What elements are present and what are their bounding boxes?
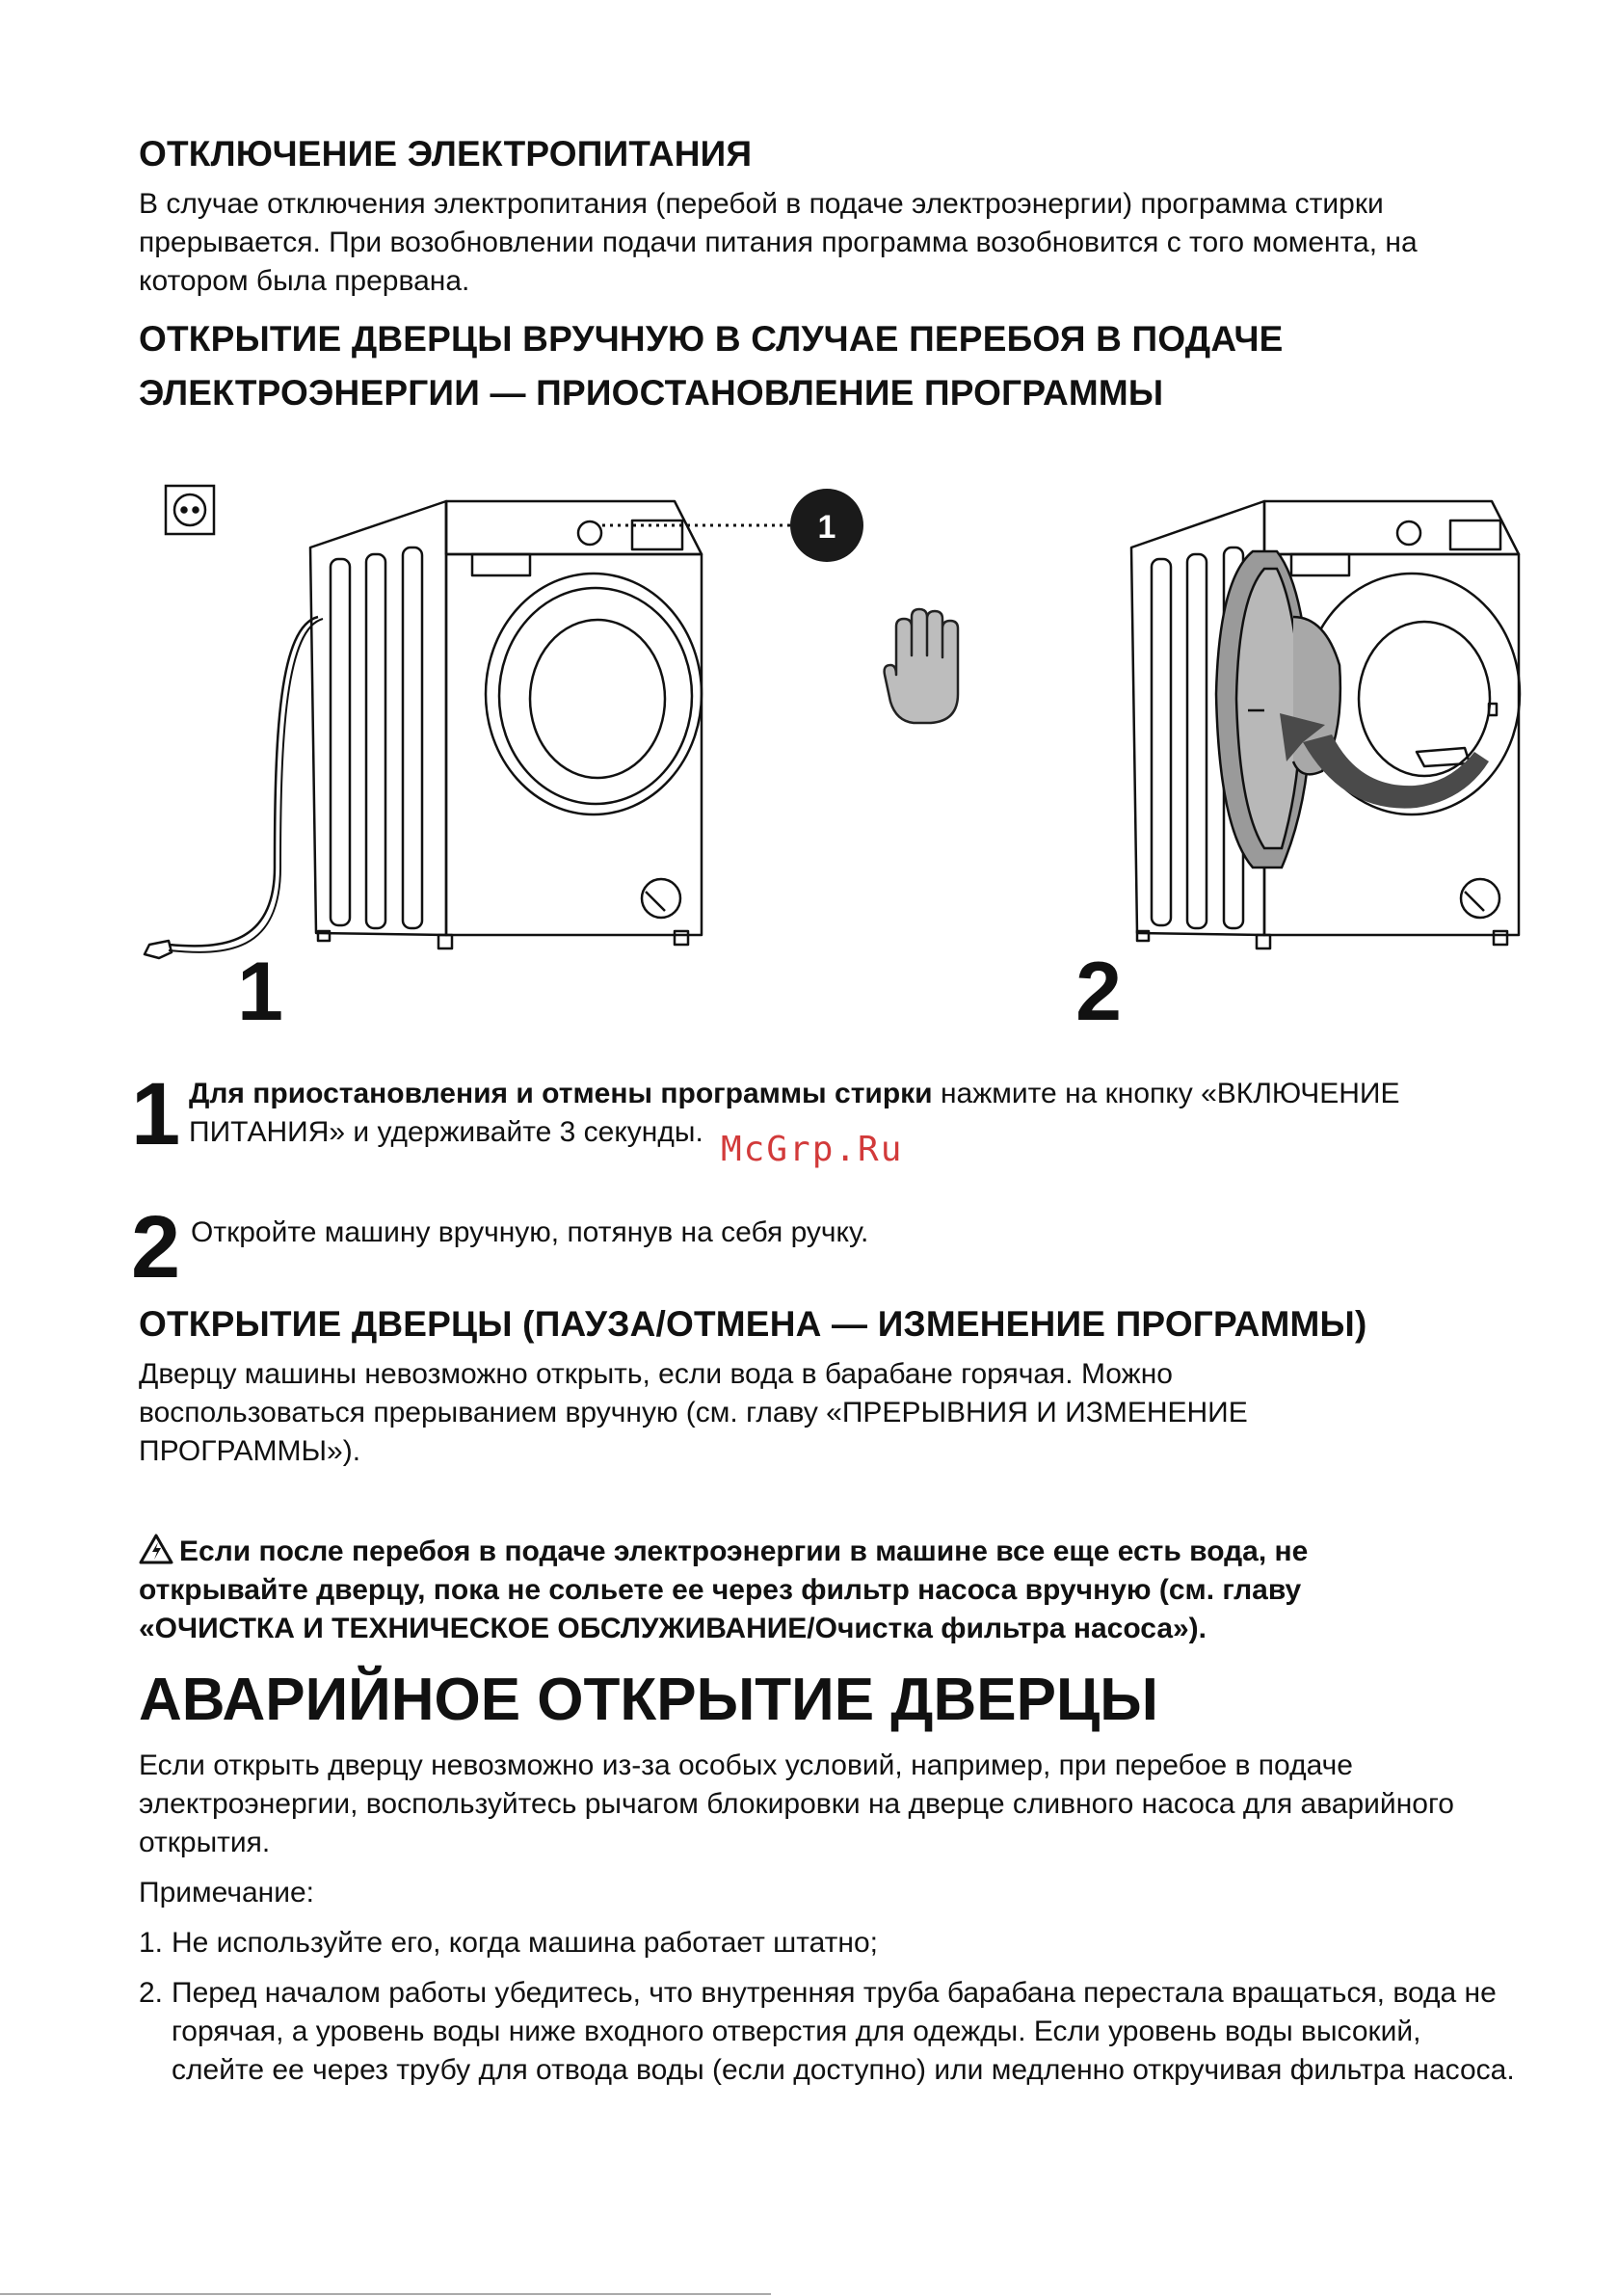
section-title-line2: ЭЛЕКТРОЭНЕРГИИ — ПРИОСТАНОВЛЕНИЕ ПРОГРАММЫ	[139, 373, 1164, 413]
figure-label-2: 2	[1075, 946, 1122, 1038]
callout-number: 1	[817, 509, 836, 546]
step-1-rest-line1: нажмите на кнопку «ВКЛЮЧЕНИЕ	[932, 1078, 1400, 1109]
step-1-number: 1	[131, 1065, 181, 1163]
section-door-pause	[139, 1297, 1488, 1471]
paragraph-power-off: В случае отключения электропитания (перебой в подаче электроэнергии) программа стирки прерывается. При возобновлении подачи питания программа возобновится с того момента, на котором была прервана.	[139, 188, 1418, 297]
hand-stop-icon	[885, 609, 958, 723]
paragraph-emergency: Если открыть дверцу невозможно из-за особых условий, например, при перебое в подаче электроэнергии, воспользуйтесь рычагом блокировки на дверце сливного насоса для аварийного открытия.	[139, 1749, 1454, 1858]
washing-machine-figure	[0, 472, 1618, 1051]
step-1-bold: Для приостановления и отмены программы стирки	[189, 1078, 933, 1109]
warning-triangle-icon	[139, 1534, 173, 1564]
watermark: McGrp.Ru	[721, 1130, 904, 1169]
step-2-number: 2	[131, 1198, 181, 1296]
warning-text-container	[139, 1533, 1430, 1648]
warning-block	[139, 1533, 1430, 1648]
step-1-rest-line2: ПИТАНИЯ» и удерживайте 3 секунды.	[189, 1116, 703, 1148]
list-item-text: Перед началом работы убедитесь, что внутренняя труба барабана перестала вращаться, вода не горячая, а уровень воды ниже входного отверстия для одежды. Если уровень воды высокий, слейте ее через трубу для отвода воды (если доступно) или медленно откручивая фильтра насоса.	[172, 1977, 1515, 2086]
section-title-emergency: АВАРИЙНОЕ ОТКРЫТИЕ ДВЕРЦЫ	[139, 1667, 1158, 1733]
note-label: Примечание:	[139, 1877, 314, 1909]
footer-rule	[0, 2293, 771, 2295]
list-item	[139, 1924, 1488, 1962]
open-door-icon	[1216, 551, 1340, 868]
power-socket-icon	[166, 486, 214, 534]
section-title-door-pause: ОТКРЫТИЕ ДВЕРЦЫ (ПАУЗА/ОТМЕНА — ИЗМЕНЕНИЕ ПРОГРАММЫ)	[139, 1304, 1367, 1344]
step-2-text: Откройте машину вручную, потянув на себя ручку.	[191, 1216, 869, 1248]
figure-label-1: 1	[237, 946, 283, 1038]
list-item-number: 1.	[139, 1927, 164, 1959]
paragraph-door-pause: Дверцу машины невозможно открыть, если вода в барабане горячая. Можно воспользоваться прерыванием вручную (см. главу «ПРЕРЫВНИЯ И ИЗМЕНЕНИЕ ПРОГРАММЫ»).	[139, 1358, 1248, 1467]
warning-text: Если после перебоя в подаче электроэнергии в машине все еще есть вода, не открывайте дверцу, пока не сольете ее через фильтр насоса вручную (см. главу «ОЧИСТКА И ТЕХНИЧЕСКОЕ ОБСЛУЖИВАНИЕ/Очистка фильтра насоса»).	[139, 1535, 1309, 1644]
section-emergency-door	[139, 1664, 1515, 2090]
section-title-line1: ОТКРЫТИЕ ДВЕРЦЫ ВРУЧНУЮ В СЛУЧАЕ ПЕРЕБОЯ В ПОДАЧЕ	[139, 319, 1284, 359]
washing-machine-icon	[145, 501, 702, 958]
list-item-text: Не используйте его, когда машина работает штатно;	[172, 1927, 879, 1959]
section-manual-door-open	[139, 312, 1488, 420]
list-item-number: 2.	[139, 1977, 164, 2009]
section-power-off	[139, 127, 1488, 301]
section-title-power-off: ОТКЛЮЧЕНИЕ ЭЛЕКТРОПИТАНИЯ	[139, 134, 753, 174]
list-item	[139, 1974, 1521, 2090]
